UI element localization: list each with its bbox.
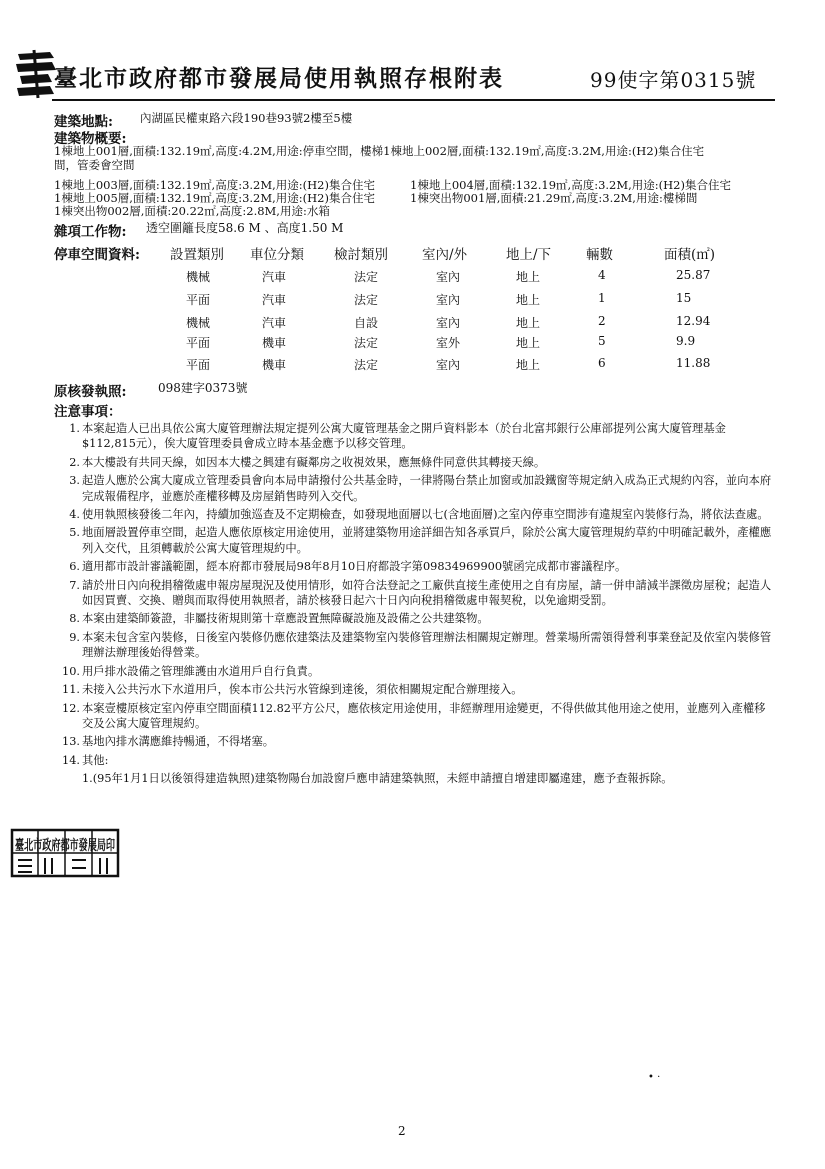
corner-stamp-mark — [14, 48, 58, 100]
cell: 12.94 — [676, 314, 711, 328]
cell: 汽車 — [262, 293, 287, 307]
permit-number: 99使字第0315號 — [590, 68, 757, 92]
cell: 法定 — [354, 358, 379, 372]
list-item: 12. 本案壹樓原核定室內停車空間面積112.82平方公尺，應依核定用途使用，非經辦理用途變更，不得供做其他用途之使用，並應列入產權移交及公寓大廈管理規約。 — [62, 701, 766, 730]
cell: 室內 — [436, 270, 461, 284]
list-item: 6. 適用都市設計審議範圍，經本府都市發展局98年8月10日府都設字第09834969900號函完成都市審議程序。 — [69, 560, 627, 574]
overview-line: 1棟突出物001層,面積:21.29㎡,高度:3.2M,用途:樓梯間 — [410, 191, 698, 205]
cell: 15 — [676, 291, 692, 305]
cell: 地上 — [516, 358, 541, 372]
cell: 6 — [598, 356, 606, 370]
notes-list — [52, 421, 772, 787]
sub-list-item: 1.(95年1月1日以後領得建造執照)建築物陽台加設窗戶應申請建築執照，未經申請擅自增建即屬違建，應予查報拆除。 — [82, 772, 673, 786]
misc-label: 雜項工作物: — [54, 224, 127, 240]
col-header: 地上/下 — [506, 247, 552, 263]
cell: 汽車 — [262, 316, 287, 330]
cell: 地上 — [516, 270, 541, 284]
cell: 法定 — [354, 270, 379, 284]
overview-line: 1棟地上001層,面積:132.19㎡,高度:4.2M,用途:停車空間，樓梯1棟地上002層,面積:132.19㎡,高度:3.2M,用途:(H2)集合住宅 — [54, 144, 705, 158]
scan-speck: • · — [648, 1072, 661, 1083]
list-item: 2. 本大樓設有共同天線，如因本大樓之興建有礙鄰房之收視效果，應無條件同意供其轉接天線。 — [69, 455, 546, 469]
col-header: 室內/外 — [422, 247, 468, 263]
overview-line: 1棟突出物002層,面積:20.22㎡,高度:2.8M,用途:水箱 — [54, 204, 330, 218]
cell: 地上 — [516, 293, 541, 307]
list-item: 11. 未接入公共污水下水道用戶，俟本市公共污水管線到達後，須依相關規定配合辦理接入。 — [62, 683, 523, 697]
cell: 法定 — [354, 336, 379, 350]
col-header: 輛數 — [586, 247, 613, 263]
site-label: 建築地點: — [54, 114, 113, 130]
list-item: 7. 請於卅日內向稅捐稽徵處申報房屋現況及使用情形，如符合法登記之工廠供直接生產使用之自有房屋，請一併申請減半課徵房屋稅；起造人如因買賣、交換、贈與而取得使用執照者，請於核發日起六十日內向稅捐稽徵處申報契稅，以免逾期受罰。 — [69, 578, 772, 608]
cell: 機械 — [186, 316, 211, 330]
list-item: 3. 起造人應於公寓大廈成立管理委員會向本局申請撥付公共基金時，一律將陽台禁止加窗或加設鐵窗等規定納入成為正式規約內容，並向本府完成報備程序，並應於產權移轉及房屋銷售時列入交代。 — [69, 474, 772, 503]
list-item: 4. 使用執照核發後二年內，持續加強巡查及不定期檢查，如發現地面層以七(含地面層)之室內停車空間涉有違規室內裝修行為，將依法查處。 — [69, 508, 769, 522]
notes-label: 注意事項： — [54, 404, 122, 420]
misc-value: 透空圍籬長度58.6 M 、高度1.50 M — [146, 221, 344, 235]
site-value: 內湖區民權東路六段190巷93號2樓至5樓 — [140, 111, 353, 125]
page-number: 2 — [398, 1124, 406, 1138]
cell: 平面 — [186, 293, 211, 307]
cell: 機械 — [186, 270, 211, 284]
cell: 機車 — [262, 336, 287, 350]
overview-label: 建築物概要: — [54, 131, 127, 147]
overview-line: 間，管委會空間 — [54, 158, 135, 172]
cell: 法定 — [354, 293, 379, 307]
cell: 室內 — [436, 293, 461, 307]
cell: 2 — [598, 314, 606, 328]
list-item: 10. 用戶排水設備之管理維護由水道用戶自行負責。 — [62, 664, 320, 678]
list-item: 9. 本案未包含室內裝修，日後室內裝修仍應依建築法及建築物室內裝修管理辦法相關規定辦理。營業場所需領得營利事業登記及依室內裝修管理辦法辦理後始得營業。 — [69, 630, 772, 660]
cell: 自設 — [354, 316, 379, 330]
col-header: 設置類別 — [170, 247, 224, 263]
cell: 平面 — [186, 358, 211, 372]
overview-line: 1棟地上003層,面積:132.19㎡,高度:3.2M,用途:(H2)集合住宅 — [54, 178, 375, 192]
cell: 25.87 — [676, 268, 711, 282]
cell: 4 — [598, 268, 606, 282]
overview-line: 1棟地上005層,面積:132.19㎡,高度:3.2M,用途:(H2)集合住宅 — [54, 191, 375, 205]
svg-text:臺北市政府都市發展局印: 臺北市政府都市發展局印 — [15, 838, 169, 854]
list-item: 8. 本案由建築師簽證，非屬技術規則第十章應設置無障礙設施及設備之公共建築物。 — [69, 612, 489, 626]
cell: 5 — [598, 334, 606, 348]
cell: 9.9 — [676, 334, 696, 348]
original-permit-value: 098建字0373號 — [158, 381, 248, 395]
cell: 室外 — [436, 336, 461, 350]
cell: 室內 — [436, 358, 461, 372]
cell: 地上 — [516, 316, 541, 330]
official-seal — [10, 828, 169, 878]
parking-label: 停車空間資料: — [54, 247, 140, 263]
cell: 地上 — [516, 336, 541, 350]
col-header: 檢討類別 — [334, 247, 388, 263]
cell: 室內 — [436, 316, 461, 330]
list-item: 5. 地面層設置停車空間，起造人應依原核定用途使用，並將建築物用途詳細告知各承買戶，除於公寓大廈管理規約草約中明確記載外，產權應列入交代，且須轉載於公寓大廈管理規約中。 — [69, 526, 772, 555]
document-title: 臺北市政府都市發展局使用執照存根附表 — [54, 65, 504, 92]
title-divider — [52, 99, 775, 101]
cell: 汽車 — [262, 270, 287, 284]
col-header: 車位分類 — [250, 247, 304, 263]
cell: 機車 — [262, 358, 287, 372]
col-header: 面積(㎡) — [664, 247, 716, 263]
list-item: 13. 基地內排水溝應維持暢通，不得堵塞。 — [62, 735, 275, 749]
original-permit-label: 原核發執照: — [54, 384, 127, 400]
cell: 平面 — [186, 336, 211, 350]
cell: 1 — [598, 291, 606, 305]
cell: 11.88 — [676, 356, 711, 370]
list-item: 1. 本案起造人已出具依公寓大廈管理辦法規定提列公寓大廈管理基金之開戶資料影本（於台北富邦銀行公庫部提列公寓大廈管理基金$112,815元），俟大廈管理委員會成立時本基金應予以移交管理。 — [69, 422, 726, 451]
overview-line: 1棟地上004層,面積:132.19㎡,高度:3.2M,用途:(H2)集合住宅 — [410, 178, 731, 192]
list-item: 14. 其他: — [62, 753, 109, 767]
